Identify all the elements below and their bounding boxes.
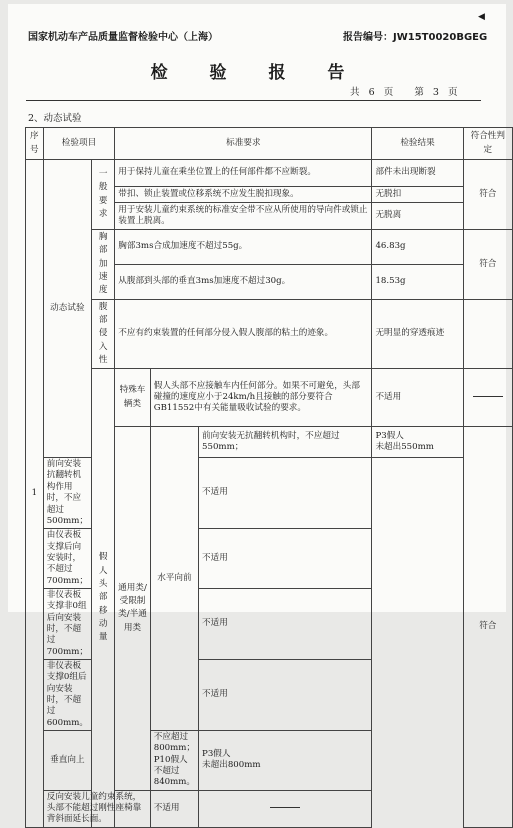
conformity-cell [463, 299, 512, 369]
result-cell: 无明显的穿透痕迹 [372, 299, 463, 369]
current-unit: 页 [448, 87, 458, 98]
result-cell: 不适用 [372, 369, 463, 427]
total-label: 共 [350, 87, 360, 98]
req-cell: 带扣、锁止装置或位移系统不应发生脱扣现象。 [115, 187, 372, 203]
result-cell: 不适用 [150, 790, 198, 827]
head-label: 假人头部移动量 [92, 369, 115, 828]
result-cell: 18.53g [372, 264, 463, 299]
special-class-label: 特殊车辆类 [115, 369, 150, 427]
vertical-label: 垂直向上 [43, 731, 91, 791]
dash-mark [270, 807, 300, 808]
result-cell: 不适用 [199, 588, 372, 659]
current-label: 第 [414, 87, 424, 98]
header-divider [26, 100, 481, 101]
current-page: 3 [432, 87, 439, 98]
dash-mark [473, 396, 503, 397]
header-item: 检验项目 [43, 128, 115, 160]
report-number: 报告编号：JW15T0020BGEG [343, 32, 488, 43]
req-cell: 前向安装抗翻转机构作用时，不应超过500mm； [43, 458, 91, 529]
req-cell: 不应有约束装置的任何部分侵入假人腹部的粘土的迹象。 [115, 299, 372, 369]
result-cell: P3假人 未超出800mm [199, 731, 372, 791]
req-cell: 用于保持儿童在乘坐位置上的任何部件都不应断裂。 [115, 160, 372, 187]
table-row [26, 369, 513, 427]
section-title: 2、动态试验 [28, 113, 82, 124]
conformity-cell: 符合 [463, 230, 512, 300]
total-unit: 页 [383, 87, 394, 98]
results-table [25, 127, 513, 828]
seq-number: 1 [26, 160, 44, 828]
chest-label: 胸部加速度 [92, 230, 115, 300]
table-row [26, 299, 513, 369]
abdomen-label: 腹部侵入性 [92, 299, 115, 369]
req-cell: 胸部3ms合成加速度不超过55g。 [115, 230, 372, 265]
req-cell: 不应超过800mm； P10假人不超过840mm。 [150, 731, 198, 791]
req-cell: 非仪表板支撑非0组后向安装时，不超过700mm； [43, 588, 91, 659]
corner-mark-icon: ◀ [478, 12, 485, 22]
page-title: 检 验 报 告 [150, 63, 363, 83]
header-row [26, 128, 513, 160]
result-cell: 不适用 [199, 458, 372, 529]
conformity-cell: 符合 [463, 160, 512, 230]
conformity-cell [463, 369, 512, 427]
table-row [26, 230, 513, 265]
conformity-cell: 符合 [463, 427, 512, 828]
header-conformity: 符合性判定 [463, 128, 512, 160]
result-cell: 无脱扣 [372, 187, 463, 203]
req-cell: 用于安装儿童约束系统的标准安全带不应从所使用的导向件或锁止装置上脱离。 [115, 203, 372, 230]
result-cell: 部件未出现断裂 [372, 160, 463, 187]
total-pages: 6 [368, 87, 375, 98]
general-label: 一般要求 [92, 160, 115, 230]
req-cell: 前向安装无抗翻转机构时，不应超过550mm； [199, 427, 372, 458]
general-class-label: 通用类/受限制类/半通用类 [115, 427, 150, 791]
result-cell: 不适用 [199, 659, 372, 730]
req-cell: 反向安装儿童约束系统，头部不能超过刚性座椅靠背斜面延长面。 [43, 790, 150, 827]
result-cell: 46.83g [372, 230, 463, 265]
header-result: 检验结果 [372, 128, 463, 160]
req-cell: 非仪表板支撑0组后向安装时，不超过600mm。 [43, 659, 91, 730]
req-cell: 从腹部到头部的垂直3ms加速度不超过30g。 [115, 264, 372, 299]
req-cell: 假人头部不应接触车内任何部分。如果不可避免，头部碰撞的速度应小于24km/h且接触的部分要符合GB11552中有关能量吸收试验的要求。 [150, 369, 372, 427]
header-seq: 序号 [26, 128, 44, 160]
conformity-cell [199, 790, 372, 827]
result-cell: 不适用 [199, 529, 372, 589]
table-row [26, 790, 513, 827]
result-cell: P3假人 未超出550mm [372, 427, 463, 458]
group-label: 动态试验 [43, 160, 91, 458]
result-cell: 无脱离 [372, 203, 463, 230]
horizontal-label: 水平向前 [150, 427, 198, 731]
header-requirement: 标准要求 [115, 128, 372, 160]
table-row [26, 160, 513, 187]
org-name: 国家机动车产品质量监督检验中心（上海） [28, 32, 218, 43]
req-cell: 由仪表板支撑后向安装时，不超过700mm； [43, 529, 91, 589]
page-indicator [350, 84, 458, 98]
